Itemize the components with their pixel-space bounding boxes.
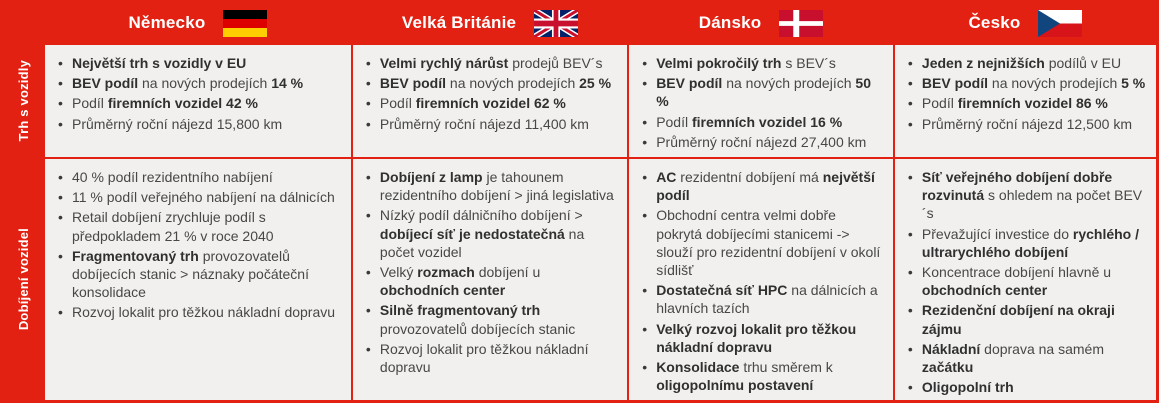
bullet-item: • Podíl firemních vozidel 42 % xyxy=(53,94,341,112)
corner-cell xyxy=(3,3,43,43)
bullet-list xyxy=(903,54,1146,133)
bullet-item: • Podíl firemních vozidel 86 % xyxy=(903,94,1146,112)
row-label-vehicle-market: Trh s vozidly xyxy=(3,45,43,157)
cell-denmark-charging xyxy=(629,159,893,400)
country-name: Dánsko xyxy=(698,13,762,32)
bullet-item: • Velmi rychlý nárůst prodejů BEV´s xyxy=(361,54,617,72)
cell-uk-charging xyxy=(353,159,627,400)
column-header-germany xyxy=(45,3,351,43)
bullet-item: • BEV podíl na nových prodejích 14 % xyxy=(53,74,341,92)
bullet-item: • 11 % podíl veřejného nabíjení na dálnicích xyxy=(53,188,341,206)
denmark-flag-icon xyxy=(779,10,823,37)
country-name: Velká Británie xyxy=(401,13,517,32)
czech-flag-icon xyxy=(1038,10,1082,37)
germany-flag-icon xyxy=(223,10,267,37)
bullet-item: • Silně fragmentovaný trh provozovatelů dobíjecích stanic xyxy=(361,301,617,337)
bullet-list xyxy=(903,168,1146,396)
bullet-item: • Největší trh s vozidly v EU xyxy=(53,54,341,72)
bullet-item: • Retail dobíjení zrychluje podíl s předpokladem 21 % v roce 2040 xyxy=(53,208,341,244)
country-name: Německo xyxy=(128,13,206,32)
bullet-item: • Převažující investice do rychlého / ultrarychlého dobíjení xyxy=(903,225,1146,261)
column-header-uk xyxy=(353,3,627,43)
cell-denmark-market xyxy=(629,45,893,157)
bullet-item: • Velký rozvoj lokalit pro těžkou nákladní dopravu xyxy=(637,320,883,356)
row-label-vehicle-charging: Dobíjení vozidel xyxy=(3,159,43,400)
cell-germany-charging xyxy=(45,159,351,400)
bullet-list xyxy=(637,168,883,394)
column-header-denmark xyxy=(629,3,893,43)
bullet-item: • Podíl firemních vozidel 16 % xyxy=(637,113,883,131)
bullet-item: • Podíl firemních vozidel 62 % xyxy=(361,94,617,112)
bullet-item: • Oligopolní trh xyxy=(903,378,1146,396)
column-header-czechia xyxy=(895,3,1156,43)
bullet-item: • Velmi pokročilý trh s BEV´s xyxy=(637,54,883,72)
bullet-item: • AC rezidentní dobíjení má největší podíl xyxy=(637,168,883,204)
bullet-item: • Síť veřejného dobíjení dobře rozvinutá s ohledem na počet BEV´s xyxy=(903,168,1146,223)
uk-flag-icon xyxy=(534,10,578,37)
cell-czechia-market xyxy=(895,45,1156,157)
bullet-item: • Jeden z nejnižších podílů v EU xyxy=(903,54,1146,72)
bullet-item: • 40 % podíl rezidentního nabíjení xyxy=(53,168,341,186)
bullet-list xyxy=(361,54,617,133)
bullet-item: • Nákladní doprava na samém začátku xyxy=(903,340,1146,376)
bullet-item: • Fragmentovaný trh provozovatelů dobíjecích stanic > náznaky počáteční konsolidace xyxy=(53,247,341,302)
bullet-item: • BEV podíl na nových prodejích 5 % xyxy=(903,74,1146,92)
bullet-list xyxy=(361,168,617,376)
bullet-item: • Průměrný roční nájezd 12,500 km xyxy=(903,115,1146,133)
bullet-item: • Průměrný roční nájezd 15,800 km xyxy=(53,115,341,133)
cell-uk-market xyxy=(353,45,627,157)
bullet-list xyxy=(637,54,883,151)
bullet-item: • Rozvoj lokalit pro těžkou nákladní dopravu xyxy=(361,340,617,376)
bullet-item: • Velký rozmach dobíjení u obchodních center xyxy=(361,263,617,299)
bullet-list xyxy=(53,168,341,322)
bullet-item: • Dobíjení z lamp je tahounem rezidentního dobíjení > jiná legislativa xyxy=(361,168,617,204)
bullet-item: • Průměrný roční nájezd 27,400 km xyxy=(637,133,883,151)
bullet-item: • Nízký podíl dálničního dobíjení > dobíjecí síť je nedostatečná na počet vozidel xyxy=(361,206,617,261)
bullet-item: • Dostatečná síť HPC na dálnicích a hlavních tazích xyxy=(637,281,883,317)
bullet-item: • BEV podíl na nových prodejích 50 % xyxy=(637,74,883,110)
bullet-item: • Rozvoj lokalit pro těžkou nákladní dopravu xyxy=(53,303,341,321)
bullet-item: • Obchodní centra velmi dobře pokrytá dobíjecími stanicemi -> slouží pro rezidentní dobíjení v okolí sídlišť xyxy=(637,206,883,279)
bullet-item: • Koncentrace dobíjení hlavně u obchodních center xyxy=(903,263,1146,299)
cell-germany-market xyxy=(45,45,351,157)
country-name: Česko xyxy=(968,13,1021,32)
cell-czechia-charging xyxy=(895,159,1156,400)
bullet-item: • Průměrný roční nájezd 11,400 km xyxy=(361,115,617,133)
bullet-item: • Konsolidace trhu směrem k oligopolnímu postavení xyxy=(637,358,883,394)
bullet-item: • BEV podíl na nových prodejích 25 % xyxy=(361,74,617,92)
bullet-item: • Rezidenční dobíjení na okraji zájmu xyxy=(903,301,1146,337)
bullet-list xyxy=(53,54,341,133)
